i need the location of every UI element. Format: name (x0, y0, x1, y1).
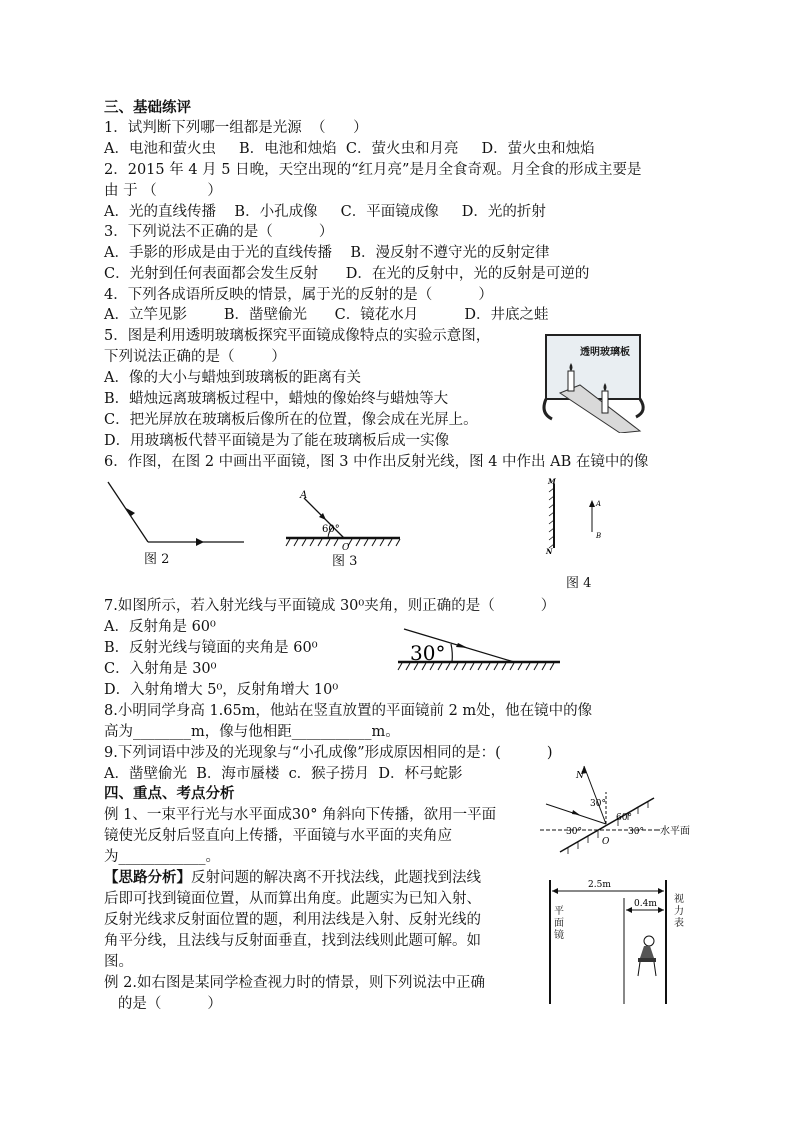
q8-line1: 8.小明同学身高 1.65m，他站在竖直放置的平面镜前 2 m处，他在镜中的像 (104, 703, 593, 719)
q7-figure (396, 624, 564, 672)
q1-options: A．电池和萤火虫 B．电池和烛焰 C．萤火虫和月亮 D．萤火虫和烛焰 (104, 141, 595, 157)
q7-angle-label: 30° (410, 641, 446, 665)
q9-options: A．凿壁偷光 B．海市蜃楼 c．猴子捞月 D．杯弓蛇影 (104, 766, 463, 782)
figure-2 (104, 478, 249, 548)
q3-options-cd: C．光射到任何表面都会发生反射 D．在光的反射中，光的反射是可逆的 (104, 266, 590, 282)
q2-stem-line1: 2．2015 年 4 月 5 日晚，天空出现的“红月亮”是月全食奇观。月全食的形成主要是 (104, 162, 642, 178)
q2-options: A．光的直线传播 B．小孔成像 C．平面镜成像 D．光的折射 (104, 204, 546, 220)
analysis-text-1: 反射问题的解决离不开找法线，此题找到法线 (191, 870, 481, 886)
ex1-line3: 为____________。 (104, 849, 220, 865)
example-1-point-o: O (602, 837, 610, 847)
analysis-line3: 反射光线求反射面位置的题，利用法线是入射、反射光线的 (104, 912, 481, 928)
example-2-mirror-label: 平面镜 (554, 906, 564, 941)
example-1-horizontal-label: 水平面 (660, 826, 690, 837)
q7-option-c: C．入射角是 30⁰ (104, 661, 217, 677)
section-3-title: 三、基础练评 (104, 99, 191, 116)
q9-stem: 9.下列词语中涉及的光现象与“小孔成像”形成原因相同的是：( ) (104, 745, 553, 761)
figure-3 (282, 486, 404, 552)
ex2-line2: 的是（ ） (104, 996, 222, 1012)
example-1-angle-2: 60° (616, 813, 632, 823)
figure-4-caption: 图 4 (566, 576, 592, 591)
q5-option-b: B．蜡烛远离玻璃板过程中，蜡烛的像始终与蜡烛等大 (104, 391, 449, 407)
figure-3-point-o: O (342, 543, 350, 552)
q4-options: A．立竿见影 B．凿壁偷光 C．镜花水月 D．井底之蛙 (104, 307, 549, 323)
ex1-line2: 镜使光反射后竖直向上传播，平面镜与水平面的夹角应 (104, 828, 452, 844)
q1-stem: 1．试判断下列哪一组都是光源 （ ） (104, 120, 368, 136)
example-1-angle-1: 30° (590, 799, 606, 809)
analysis-line5: 图。 (104, 954, 133, 970)
q5-option-c: C．把光屏放在玻璃板后像所在的位置，像会成在光屏上。 (104, 412, 478, 428)
figure-3-point-a: A (300, 490, 308, 501)
q5-option-d: D．用玻璃板代替平面镜是为了能在玻璃板后成一实像 (104, 433, 450, 449)
q7-option-a: A．反射角是 60⁰ (104, 619, 216, 635)
example-1-figure (540, 764, 710, 854)
glass-plate-figure (540, 333, 650, 433)
q2-stem-line2: 由 于 （ ） (104, 183, 222, 199)
q5-stem-line1: 5．图是利用透明玻璃板探究平面镜成像特点的实验示意图， (104, 328, 491, 344)
figure-2-caption: 图 2 (144, 552, 170, 567)
figure-4-point-b: B (596, 532, 602, 540)
figure-4-point-n: N (546, 547, 553, 556)
example-1-angle-4: 30° (628, 827, 644, 837)
example-2-distance-2: 0.4m (634, 899, 657, 909)
ex2-line1: 例 2.如右图是某同学检查视力时的情景，则下列说法中正确 (104, 975, 485, 991)
example-2-figure (546, 880, 692, 1004)
q3-options-ab: A．手影的形成是由于光的直线传播 B．漫反射不遵守光的反射定律 (104, 245, 550, 261)
glass-plate-label: 透明玻璃板 (580, 347, 630, 358)
q5-option-a: A．像的大小与蜡烛到玻璃板的距离有关 (104, 370, 361, 386)
figure-3-angle: 60° (322, 524, 340, 535)
q3-stem: 3．下列说法不正确的是（ ） (104, 224, 334, 240)
example-1-angle-3: 30° (566, 827, 582, 837)
analysis-line2: 后即可找到镜面位置，从而算出角度。此题实为已知入射、 (104, 891, 481, 907)
q7-option-b: B．反射光线与镜面的夹角是 60⁰ (104, 640, 318, 656)
ex1-line1: 例 1、一束平行光与水平面成30° 角斜向下传播，欲用一平面 (104, 807, 497, 823)
example-1-normal-n: N (576, 771, 584, 781)
q6-stem: 6．作图，在图 2 中画出平面镜，图 3 中作出反射光线，图 4 中作出 AB 在镜中的像 (104, 454, 649, 470)
q7-stem: 7.如图所示，若入射光线与平面镜成 30⁰夹角，则正确的是（ ） (104, 598, 556, 614)
q7-option-d: D．入射角增大 5⁰，反射角增大 10⁰ (104, 682, 339, 698)
section-4-title: 四、重点、考点分析 (104, 785, 235, 802)
figure-4-point-a: A (596, 500, 602, 508)
analysis-line4: 角平分线，且法线与反射面垂直，找到法线则此题可解。如 (104, 933, 481, 949)
analysis-tag: 【思路分析】 (104, 869, 191, 886)
figure-3-caption: 图 3 (332, 554, 358, 569)
example-2-distance-1: 2.5m (588, 880, 611, 890)
figure-4-point-m: M (548, 477, 556, 486)
analysis-line1 (104, 868, 481, 888)
q5-stem-line2: 下列说法正确的是（ ） (104, 349, 286, 365)
example-2-chart-label: 视力表 (674, 894, 684, 929)
q8-line2: 高为________m，像与他相距___________m。 (104, 724, 400, 740)
q4-stem: 4．下列各成语所反映的情景，属于光的反射的是（ ） (104, 287, 493, 303)
figure-4 (542, 476, 612, 556)
